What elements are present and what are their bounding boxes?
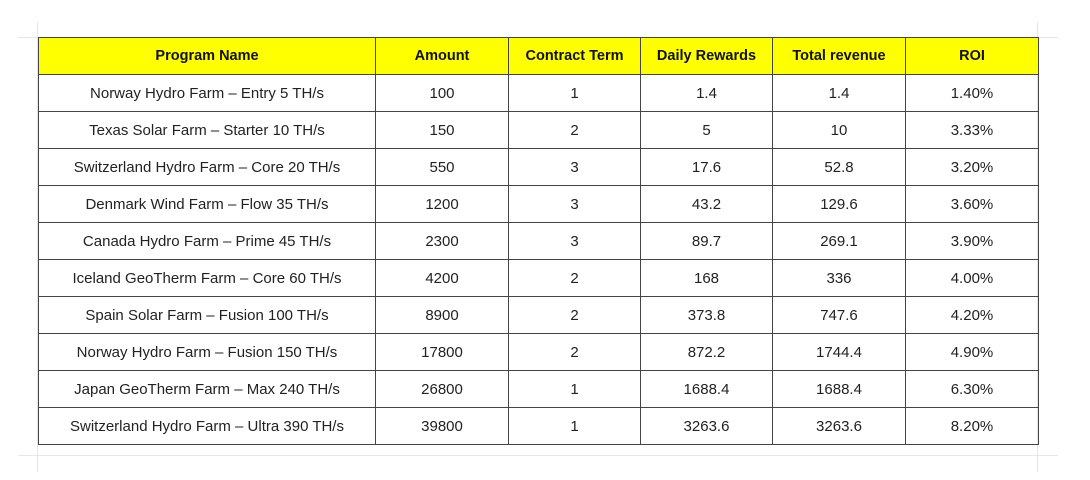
cell-amount[interactable]: 100 — [376, 75, 509, 112]
rewards-table — [38, 37, 1039, 445]
cell-daily-rewards[interactable]: 89.7 — [641, 223, 773, 260]
header-total-revenue[interactable]: Total revenue — [773, 38, 906, 75]
cell-roi[interactable]: 3.20% — [906, 149, 1039, 186]
cell-roi[interactable]: 8.20% — [906, 408, 1039, 445]
table-row — [39, 334, 1039, 371]
cell-daily-rewards[interactable]: 17.6 — [641, 149, 773, 186]
cell-total-revenue[interactable]: 52.8 — [773, 149, 906, 186]
cell-daily-rewards[interactable]: 43.2 — [641, 186, 773, 223]
cell-total-revenue[interactable]: 129.6 — [773, 186, 906, 223]
cell-program-name[interactable]: Norway Hydro Farm – Fusion 150 TH/s — [39, 334, 376, 371]
header-program-name[interactable]: Program Name — [39, 38, 376, 75]
cell-total-revenue[interactable]: 1.4 — [773, 75, 906, 112]
cell-roi[interactable]: 6.30% — [906, 371, 1039, 408]
cell-amount[interactable]: 39800 — [376, 408, 509, 445]
cell-amount[interactable]: 1200 — [376, 186, 509, 223]
cell-roi[interactable]: 3.33% — [906, 112, 1039, 149]
cell-roi[interactable]: 1.40% — [906, 75, 1039, 112]
cell-total-revenue[interactable]: 10 — [773, 112, 906, 149]
cell-amount[interactable]: 17800 — [376, 334, 509, 371]
cell-roi[interactable]: 4.00% — [906, 260, 1039, 297]
cell-total-revenue[interactable]: 269.1 — [773, 223, 906, 260]
header-daily-rewards[interactable]: Daily Rewards — [641, 38, 773, 75]
cell-contract-term[interactable]: 1 — [509, 75, 641, 112]
cell-total-revenue[interactable]: 1744.4 — [773, 334, 906, 371]
cell-roi[interactable]: 3.60% — [906, 186, 1039, 223]
table-row — [39, 75, 1039, 112]
table-row — [39, 223, 1039, 260]
table-row — [39, 297, 1039, 334]
cell-amount[interactable]: 26800 — [376, 371, 509, 408]
cell-program-name[interactable]: Switzerland Hydro Farm – Ultra 390 TH/s — [39, 408, 376, 445]
cell-contract-term[interactable]: 2 — [509, 297, 641, 334]
cell-contract-term[interactable]: 3 — [509, 186, 641, 223]
header-amount[interactable]: Amount — [376, 38, 509, 75]
cell-daily-rewards[interactable]: 373.8 — [641, 297, 773, 334]
cell-amount[interactable]: 550 — [376, 149, 509, 186]
cell-total-revenue[interactable]: 747.6 — [773, 297, 906, 334]
cell-program-name[interactable]: Texas Solar Farm – Starter 10 TH/s — [39, 112, 376, 149]
header-row — [39, 38, 1039, 75]
table-row — [39, 408, 1039, 445]
cell-amount[interactable]: 4200 — [376, 260, 509, 297]
cell-amount[interactable]: 8900 — [376, 297, 509, 334]
cell-total-revenue[interactable]: 1688.4 — [773, 371, 906, 408]
cell-program-name[interactable]: Japan GeoTherm Farm – Max 240 TH/s — [39, 371, 376, 408]
cell-contract-term[interactable]: 2 — [509, 260, 641, 297]
cell-daily-rewards[interactable]: 5 — [641, 112, 773, 149]
cell-program-name[interactable]: Spain Solar Farm – Fusion 100 TH/s — [39, 297, 376, 334]
table-row — [39, 260, 1039, 297]
cell-contract-term[interactable]: 3 — [509, 149, 641, 186]
cell-total-revenue[interactable]: 3263.6 — [773, 408, 906, 445]
cell-contract-term[interactable]: 1 — [509, 408, 641, 445]
cell-contract-term[interactable]: 3 — [509, 223, 641, 260]
table-row — [39, 371, 1039, 408]
cell-daily-rewards[interactable]: 1688.4 — [641, 371, 773, 408]
cell-roi[interactable]: 4.90% — [906, 334, 1039, 371]
cell-total-revenue[interactable]: 336 — [773, 260, 906, 297]
header-roi[interactable]: ROI — [906, 38, 1039, 75]
table-row — [39, 112, 1039, 149]
cell-daily-rewards[interactable]: 1.4 — [641, 75, 773, 112]
cell-amount[interactable]: 2300 — [376, 223, 509, 260]
cell-program-name[interactable]: Switzerland Hydro Farm – Core 20 TH/s — [39, 149, 376, 186]
cell-daily-rewards[interactable]: 168 — [641, 260, 773, 297]
cell-roi[interactable]: 4.20% — [906, 297, 1039, 334]
table-row — [39, 186, 1039, 223]
cell-program-name[interactable]: Iceland GeoTherm Farm – Core 60 TH/s — [39, 260, 376, 297]
cell-daily-rewards[interactable]: 872.2 — [641, 334, 773, 371]
cell-contract-term[interactable]: 2 — [509, 112, 641, 149]
cell-contract-term[interactable]: 2 — [509, 334, 641, 371]
cell-amount[interactable]: 150 — [376, 112, 509, 149]
header-contract-term[interactable]: Contract Term — [509, 38, 641, 75]
cell-program-name[interactable]: Canada Hydro Farm – Prime 45 TH/s — [39, 223, 376, 260]
cell-daily-rewards[interactable]: 3263.6 — [641, 408, 773, 445]
table-row — [39, 149, 1039, 186]
cell-program-name[interactable]: Denmark Wind Farm – Flow 35 TH/s — [39, 186, 376, 223]
cell-program-name[interactable]: Norway Hydro Farm – Entry 5 TH/s — [39, 75, 376, 112]
cell-roi[interactable]: 3.90% — [906, 223, 1039, 260]
cell-contract-term[interactable]: 1 — [509, 371, 641, 408]
